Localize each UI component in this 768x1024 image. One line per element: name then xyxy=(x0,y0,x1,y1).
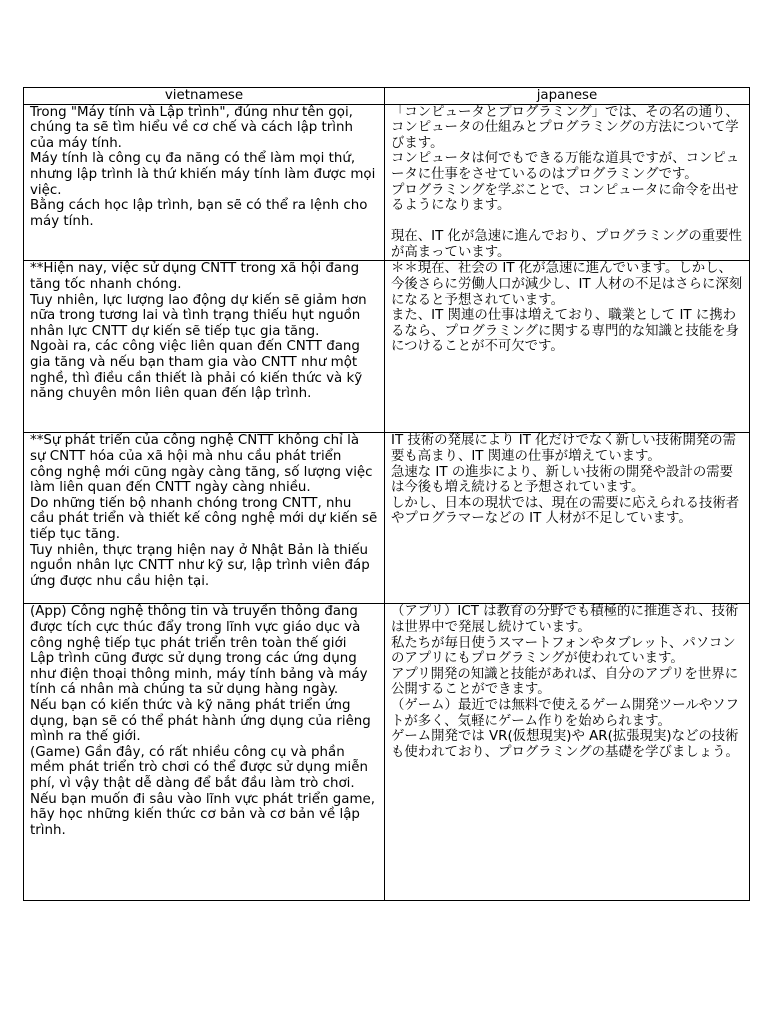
paragraph: Trong "Máy tính và Lập trình", đúng như tên gọi, chúng ta sẽ tìm hiểu về cơ chế và cách lập trình của máy tính. xyxy=(30,104,358,151)
header-japanese: japanese xyxy=(385,88,750,105)
paragraph: Máy tính là công cụ đa năng có thể làm mọi thứ, nhưng lập trình là thứ khiến máy tính làm được mọi việc. xyxy=(30,151,380,198)
paragraph: Bằng cách học lập trình, bạn sẽ có thể ra lệnh cho máy tính. xyxy=(30,198,372,229)
table-row xyxy=(24,104,750,261)
table-body xyxy=(24,104,750,901)
paragraph: 「コンピュータとプログラミング」では、その名の通り、コンピュータの仕組みとプログラミングの方法について学びます。 xyxy=(391,104,739,151)
blank-line xyxy=(391,214,743,230)
paragraph: Tuy nhiên, thực trạng hiện nay ở Nhật Bản là thiếu nguồn nhân lực CNTT như kỹ sư, lập trình viên đáp ứng được nhu cầu hiện tại. xyxy=(30,542,375,589)
paragraph: アプリ開発の知識と技能があれば、自分のアプリを世界に公開することができます。 xyxy=(391,666,739,698)
paragraph: コンピュータは何でもできる万能な道具ですが、コンピュータに仕事をさせているのはプログラミングです。 xyxy=(391,151,740,182)
paragraph: ＊＊現在、社会の IT 化が急速に進んでいます。しかし、今後さらに労働人口が減少し、IT 人材の不足はさらに深刻になると予想されています。 xyxy=(391,261,743,308)
header-row xyxy=(24,88,750,105)
table-row xyxy=(24,604,750,901)
paragraph: 急速な IT の進歩により、新しい技術の開発や設計の需要は今後も増え続けると予想されています。 xyxy=(391,464,734,496)
paragraph: （ゲーム）最近では無料で使えるゲーム開発ツールやソフトが多く、気軽にゲーム作りを始められます。 xyxy=(391,698,739,729)
cell-japanese xyxy=(385,433,750,604)
paragraph: Ngoài ra, các công việc liên quan đến CNTT đang gia tăng và nếu bạn tham gia vào CNTT như một nghề, thì điều cần thiết là phải có kiến thức và kỹ năng chuyên môn liên quan đến lập trình. xyxy=(30,339,367,402)
table-row xyxy=(24,433,750,604)
table-row xyxy=(24,261,750,433)
header-vietnamese: vietnamese xyxy=(24,88,385,105)
table-header xyxy=(24,88,750,105)
cell-vietnamese xyxy=(24,104,385,261)
paragraph: **Sự phát triển của công nghệ CNTT không chỉ là sự CNTT hóa của xã hội mà nhu cầu phát triển công nghệ mới cũng ngày càng tăng, số lượng việc làm liên quan đến CNTT ngày càng nhiều. xyxy=(30,433,377,496)
paragraph: Nếu bạn có kiến thức và kỹ năng phát triển ứng dụng, bạn sẽ có thể phát hành ứng dụng của riêng mình ra thế giới. xyxy=(30,698,376,745)
paragraph: （アプリ）ICT は教育の分野でも積極的に推進され、技術は世界中で発展し続けています。 xyxy=(391,604,739,636)
paragraph: IT 技術の発展により IT 化だけでなく新しい技術開発の需要も高まり、IT 関連の仕事が増えています。 xyxy=(391,433,737,465)
cell-vietnamese xyxy=(24,433,385,604)
paragraph: ゲーム開発では VR(仮想現実)や AR(拡張現実)などの技術も使われており、プログラミングの基礎を学びましょう。 xyxy=(391,729,739,760)
paragraph: Do những tiến bộ nhanh chóng trong CNTT, nhu cầu phát triển và thiết kế công nghệ mới dự kiến sẽ tiếp tục tăng. xyxy=(30,495,382,542)
paragraph: Nếu bạn muốn đi sâu vào lĩnh vực phát triển game, hãy học những kiến thức cơ bản và cơ bản về lập trình. xyxy=(30,791,380,838)
paragraph: 現在、IT 化が急速に進んでおり、プログラミングの重要性が高まっています。 xyxy=(391,229,742,260)
cell-japanese xyxy=(385,604,750,901)
paragraph: 私たちが毎日使うスマートフォンやタブレット、パソコンのアプリにもプログラミングが使われています。 xyxy=(391,635,736,667)
translation-table xyxy=(23,87,750,901)
cell-japanese xyxy=(385,261,750,433)
paragraph: **Hiện nay, việc sử dụng CNTT trong xã hội đang tăng tốc nhanh chóng. xyxy=(30,261,364,293)
paragraph: (Game) Gần đây, có rất nhiều công cụ và phần mềm phát triển trò chơi có thể được sử dụng miễn phí, vì vậy thật dễ dàng để bắt đầu làm trò chơi. xyxy=(30,744,373,791)
paragraph: しかし、日本の現状では、現在の需要に応えられる技術者やプログラマーなどの IT 人材が不足しています。 xyxy=(391,495,740,527)
paragraph: プログラミングを学ぶことで、コンピュータに命令を出せるようになります。 xyxy=(391,182,739,214)
paragraph: (App) Công nghệ thông tin và truyền thông đang được tích cực thúc đẩy trong lĩnh vực giáo dục và công nghệ tiếp tục phát triển trên toàn thế giới xyxy=(30,604,365,651)
cell-vietnamese xyxy=(24,604,385,901)
paragraph: Lập trình cũng được sử dụng trong các ứng dụng như điện thoại thông minh, máy tính bảng và máy tính cá nhân mà chúng ta sử dụng hàng ngày. xyxy=(30,651,372,698)
cell-japanese xyxy=(385,104,750,261)
cell-vietnamese xyxy=(24,261,385,433)
paragraph: また、IT 関連の仕事は増えており、職業として IT に携わるなら、プログラミングに関する専門的な知識と技能を身につけることが不可欠です。 xyxy=(391,308,739,355)
paragraph: Tuy nhiên, lực lượng lao động dự kiến sẽ giảm hơn nữa trong tương lai và tình trạng thiếu hụt nguồn nhân lực CNTT dự kiến sẽ tiếp tục gia tăng. xyxy=(30,292,371,339)
